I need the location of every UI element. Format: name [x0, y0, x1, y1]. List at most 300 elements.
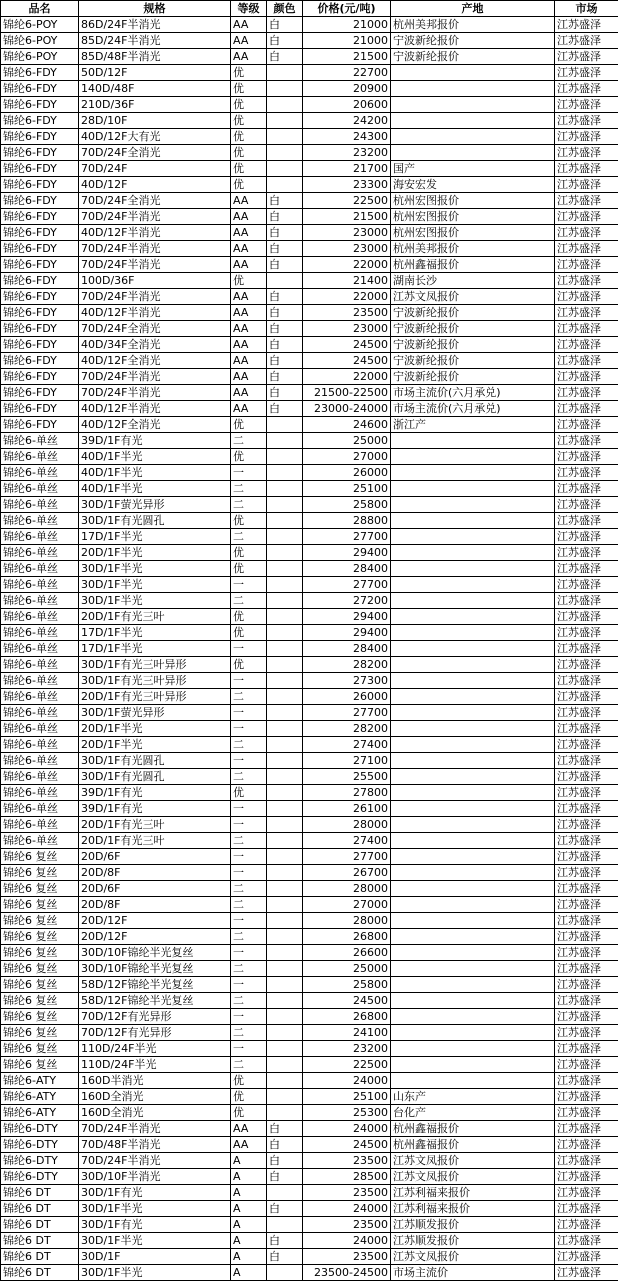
- cell-market: 江苏盛泽: [555, 177, 618, 193]
- table-row: [1, 865, 618, 881]
- table-row: [1, 1249, 618, 1265]
- cell-name: 锦纶6-单丝: [1, 449, 79, 465]
- cell-spec: 17D/1F半光: [79, 625, 231, 641]
- cell-origin: 杭州宏图报价: [391, 193, 555, 209]
- cell-market: 江苏盛泽: [555, 593, 618, 609]
- cell-market: 江苏盛泽: [555, 1169, 618, 1185]
- cell-price: 23000: [303, 321, 391, 337]
- cell-price: 22500: [303, 1057, 391, 1073]
- cell-spec: 30D/1F半光: [79, 1265, 231, 1281]
- cell-name: 锦纶6 复丝: [1, 1009, 79, 1025]
- cell-spec: 20D/1F有光三叶异形: [79, 689, 231, 705]
- cell-grade: 优: [231, 97, 267, 113]
- cell-color: [267, 689, 303, 705]
- table-row: [1, 1041, 618, 1057]
- cell-color: 白: [267, 1153, 303, 1169]
- cell-name: 锦纶6-FDY: [1, 161, 79, 177]
- cell-market: 江苏盛泽: [555, 1009, 618, 1025]
- cell-color: [267, 721, 303, 737]
- cell-name: 锦纶6 DT: [1, 1249, 79, 1265]
- cell-name: 锦纶6-FDY: [1, 353, 79, 369]
- cell-market: 江苏盛泽: [555, 705, 618, 721]
- cell-price: 24600: [303, 417, 391, 433]
- cell-market: 江苏盛泽: [555, 209, 618, 225]
- cell-market: 江苏盛泽: [555, 321, 618, 337]
- table-row: [1, 1265, 618, 1281]
- cell-color: 白: [267, 1249, 303, 1265]
- cell-grade: AA: [231, 209, 267, 225]
- cell-origin: [391, 737, 555, 753]
- cell-color: [267, 785, 303, 801]
- cell-name: 锦纶6 DT: [1, 1201, 79, 1217]
- table-row: [1, 1137, 618, 1153]
- table-row: [1, 225, 618, 241]
- cell-grade: AA: [231, 193, 267, 209]
- cell-market: 江苏盛泽: [555, 721, 618, 737]
- cell-origin: [391, 113, 555, 129]
- cell-price: 20900: [303, 81, 391, 97]
- cell-price: 27300: [303, 673, 391, 689]
- cell-market: 江苏盛泽: [555, 193, 618, 209]
- cell-spec: 30D/10F锦纶半光复丝: [79, 961, 231, 977]
- table-row: [1, 977, 618, 993]
- cell-color: [267, 769, 303, 785]
- cell-name: 锦纶6-FDY: [1, 193, 79, 209]
- cell-price: 23500: [303, 1153, 391, 1169]
- cell-grade: AA: [231, 1121, 267, 1137]
- cell-name: 锦纶6-ATY: [1, 1089, 79, 1105]
- cell-name: 锦纶6-FDY: [1, 177, 79, 193]
- cell-spec: 210D/36F: [79, 97, 231, 113]
- cell-spec: 30D/1F有光三叶异形: [79, 673, 231, 689]
- table-row: [1, 465, 618, 481]
- table-row: [1, 81, 618, 97]
- cell-spec: 20D/12F: [79, 929, 231, 945]
- cell-price: 23500: [303, 305, 391, 321]
- cell-spec: 110D/24F半光: [79, 1041, 231, 1057]
- cell-grade: 一: [231, 465, 267, 481]
- cell-grade: AA: [231, 225, 267, 241]
- table-row: [1, 705, 618, 721]
- cell-spec: 70D/24F半消光: [79, 369, 231, 385]
- cell-origin: [391, 833, 555, 849]
- cell-spec: 40D/12F半消光: [79, 305, 231, 321]
- cell-market: 江苏盛泽: [555, 145, 618, 161]
- table-row: [1, 241, 618, 257]
- cell-spec: 40D/1F半光: [79, 465, 231, 481]
- cell-color: [267, 1265, 303, 1281]
- cell-color: [267, 1217, 303, 1233]
- cell-market: 江苏盛泽: [555, 753, 618, 769]
- cell-origin: 台化产: [391, 1105, 555, 1121]
- cell-origin: 杭州美邦报价: [391, 17, 555, 33]
- cell-market: 江苏盛泽: [555, 913, 618, 929]
- cell-color: [267, 737, 303, 753]
- cell-color: 白: [267, 289, 303, 305]
- cell-market: 江苏盛泽: [555, 961, 618, 977]
- cell-grade: AA: [231, 353, 267, 369]
- cell-origin: 江苏文凤报价: [391, 1153, 555, 1169]
- cell-color: [267, 1105, 303, 1121]
- cell-price: 23500-24500: [303, 1265, 391, 1281]
- cell-grade: AA: [231, 305, 267, 321]
- cell-price: 26600: [303, 945, 391, 961]
- cell-price: 26800: [303, 929, 391, 945]
- table-row: [1, 1073, 618, 1089]
- cell-price: 28800: [303, 513, 391, 529]
- cell-name: 锦纶6-单丝: [1, 753, 79, 769]
- cell-market: 江苏盛泽: [555, 1201, 618, 1217]
- cell-grade: AA: [231, 33, 267, 49]
- header-market: 市场: [555, 1, 618, 17]
- cell-spec: 17D/1F半光: [79, 641, 231, 657]
- cell-grade: A: [231, 1217, 267, 1233]
- table-row: [1, 49, 618, 65]
- table-row: [1, 545, 618, 561]
- cell-color: [267, 657, 303, 673]
- cell-origin: 杭州鑫福报价: [391, 257, 555, 273]
- cell-grade: 优: [231, 561, 267, 577]
- cell-spec: 40D/1F半光: [79, 481, 231, 497]
- cell-price: 25300: [303, 1105, 391, 1121]
- cell-grade: 一: [231, 913, 267, 929]
- table-row: [1, 449, 618, 465]
- cell-spec: 58D/12F锦纶半光复丝: [79, 977, 231, 993]
- cell-origin: [391, 657, 555, 673]
- cell-price: 27400: [303, 833, 391, 849]
- cell-price: 21000: [303, 33, 391, 49]
- cell-market: 江苏盛泽: [555, 881, 618, 897]
- cell-name: 锦纶6-单丝: [1, 625, 79, 641]
- cell-spec: 86D/24F半消光: [79, 17, 231, 33]
- cell-origin: [391, 673, 555, 689]
- cell-color: [267, 113, 303, 129]
- cell-name: 锦纶6 复丝: [1, 1041, 79, 1057]
- header-row: [1, 1, 618, 17]
- cell-color: [267, 65, 303, 81]
- cell-origin: 宁波新纶报价: [391, 353, 555, 369]
- cell-color: 白: [267, 1169, 303, 1185]
- cell-name: 锦纶6-DTY: [1, 1121, 79, 1137]
- cell-market: 江苏盛泽: [555, 113, 618, 129]
- cell-color: 白: [267, 353, 303, 369]
- cell-spec: 40D/12F半消光: [79, 225, 231, 241]
- cell-market: 江苏盛泽: [555, 545, 618, 561]
- cell-grade: 优: [231, 609, 267, 625]
- header-price: 价格(元/吨): [303, 1, 391, 17]
- cell-market: 江苏盛泽: [555, 241, 618, 257]
- cell-grade: 二: [231, 689, 267, 705]
- cell-name: 锦纶6-FDY: [1, 81, 79, 97]
- cell-name: 锦纶6-单丝: [1, 833, 79, 849]
- cell-grade: 优: [231, 1105, 267, 1121]
- cell-color: [267, 961, 303, 977]
- cell-color: 白: [267, 385, 303, 401]
- cell-spec: 30D/1F有光三叶异形: [79, 657, 231, 673]
- cell-color: [267, 929, 303, 945]
- cell-origin: [391, 449, 555, 465]
- cell-origin: 杭州鑫福报价: [391, 1137, 555, 1153]
- cell-name: 锦纶6-单丝: [1, 737, 79, 753]
- cell-name: 锦纶6 DT: [1, 1233, 79, 1249]
- cell-origin: [391, 817, 555, 833]
- cell-market: 江苏盛泽: [555, 609, 618, 625]
- table-row: [1, 897, 618, 913]
- cell-origin: [391, 97, 555, 113]
- cell-grade: 优: [231, 545, 267, 561]
- cell-grade: A: [231, 1201, 267, 1217]
- cell-spec: 110D/24F半光: [79, 1057, 231, 1073]
- cell-price: 24200: [303, 113, 391, 129]
- cell-origin: 杭州宏图报价: [391, 225, 555, 241]
- cell-origin: [391, 993, 555, 1009]
- cell-market: 江苏盛泽: [555, 497, 618, 513]
- cell-market: 江苏盛泽: [555, 337, 618, 353]
- cell-name: 锦纶6-单丝: [1, 529, 79, 545]
- header-name: 品名: [1, 1, 79, 17]
- cell-color: 白: [267, 337, 303, 353]
- table-row: [1, 513, 618, 529]
- cell-color: [267, 801, 303, 817]
- cell-spec: 30D/10F半消光: [79, 1169, 231, 1185]
- table-row: [1, 33, 618, 49]
- cell-spec: 20D/6F: [79, 849, 231, 865]
- cell-origin: [391, 769, 555, 785]
- cell-grade: AA: [231, 1137, 267, 1153]
- cell-spec: 70D/24F全消光: [79, 321, 231, 337]
- cell-grade: 二: [231, 1057, 267, 1073]
- cell-price: 24300: [303, 129, 391, 145]
- cell-grade: A: [231, 1169, 267, 1185]
- table-row: [1, 193, 618, 209]
- cell-grade: AA: [231, 321, 267, 337]
- cell-origin: 江苏文凤报价: [391, 289, 555, 305]
- table-row: [1, 961, 618, 977]
- cell-name: 锦纶6-FDY: [1, 417, 79, 433]
- cell-price: 21500-22500: [303, 385, 391, 401]
- cell-grade: 优: [231, 417, 267, 433]
- cell-grade: A: [231, 1265, 267, 1281]
- cell-name: 锦纶6-FDY: [1, 209, 79, 225]
- cell-origin: [391, 913, 555, 929]
- cell-origin: [391, 1041, 555, 1057]
- cell-grade: 二: [231, 833, 267, 849]
- cell-grade: AA: [231, 17, 267, 33]
- cell-name: 锦纶6-FDY: [1, 225, 79, 241]
- cell-name: 锦纶6 复丝: [1, 961, 79, 977]
- cell-spec: 40D/12F: [79, 177, 231, 193]
- cell-color: [267, 817, 303, 833]
- cell-name: 锦纶6-单丝: [1, 801, 79, 817]
- cell-price: 27000: [303, 897, 391, 913]
- cell-color: [267, 1009, 303, 1025]
- cell-origin: [391, 1025, 555, 1041]
- cell-market: 江苏盛泽: [555, 1089, 618, 1105]
- cell-grade: 二: [231, 993, 267, 1009]
- cell-spec: 70D/24F半消光: [79, 257, 231, 273]
- cell-spec: 30D/1F有光圆孔: [79, 513, 231, 529]
- cell-name: 锦纶6-POY: [1, 33, 79, 49]
- cell-grade: 一: [231, 753, 267, 769]
- table-row: [1, 97, 618, 113]
- cell-color: 白: [267, 369, 303, 385]
- cell-market: 江苏盛泽: [555, 865, 618, 881]
- cell-origin: [391, 433, 555, 449]
- table-row: [1, 481, 618, 497]
- table-row: [1, 161, 618, 177]
- cell-grade: 优: [231, 513, 267, 529]
- cell-price: 28000: [303, 817, 391, 833]
- cell-color: 白: [267, 49, 303, 65]
- cell-price: 21000: [303, 17, 391, 33]
- cell-price: 25000: [303, 961, 391, 977]
- cell-color: [267, 1057, 303, 1073]
- cell-origin: 江苏顺发报价: [391, 1233, 555, 1249]
- cell-origin: 宁波新纶报价: [391, 337, 555, 353]
- cell-price: 25100: [303, 481, 391, 497]
- table-row: [1, 609, 618, 625]
- cell-name: 锦纶6 DT: [1, 1265, 79, 1281]
- cell-origin: [391, 593, 555, 609]
- cell-price: 28400: [303, 641, 391, 657]
- cell-name: 锦纶6-FDY: [1, 113, 79, 129]
- cell-spec: 20D/1F有光三叶: [79, 817, 231, 833]
- cell-color: [267, 849, 303, 865]
- cell-price: 21500: [303, 209, 391, 225]
- cell-color: [267, 577, 303, 593]
- cell-spec: 39D/1F有光: [79, 785, 231, 801]
- cell-spec: 17D/1F半光: [79, 529, 231, 545]
- cell-spec: 30D/1F半光: [79, 1201, 231, 1217]
- cell-origin: [391, 785, 555, 801]
- cell-spec: 20D/1F半光: [79, 545, 231, 561]
- cell-market: 江苏盛泽: [555, 561, 618, 577]
- cell-color: 白: [267, 305, 303, 321]
- cell-market: 江苏盛泽: [555, 97, 618, 113]
- cell-price: 27700: [303, 529, 391, 545]
- cell-price: 24000: [303, 1073, 391, 1089]
- table-row: [1, 1105, 618, 1121]
- table-row: [1, 753, 618, 769]
- cell-name: 锦纶6 复丝: [1, 929, 79, 945]
- cell-grade: AA: [231, 401, 267, 417]
- cell-market: 江苏盛泽: [555, 1185, 618, 1201]
- cell-name: 锦纶6-单丝: [1, 577, 79, 593]
- cell-grade: 一: [231, 577, 267, 593]
- cell-spec: 85D/24F半消光: [79, 33, 231, 49]
- cell-origin: [391, 497, 555, 513]
- cell-spec: 30D/1F半光: [79, 561, 231, 577]
- cell-color: [267, 1073, 303, 1089]
- cell-price: 25800: [303, 497, 391, 513]
- cell-name: 锦纶6-单丝: [1, 465, 79, 481]
- cell-origin: 江苏文凤报价: [391, 1249, 555, 1265]
- cell-spec: 30D/1F半光: [79, 577, 231, 593]
- cell-origin: [391, 513, 555, 529]
- cell-name: 锦纶6-POY: [1, 49, 79, 65]
- cell-price: 28000: [303, 913, 391, 929]
- cell-price: 27700: [303, 849, 391, 865]
- cell-origin: [391, 977, 555, 993]
- cell-grade: 一: [231, 705, 267, 721]
- cell-grade: 优: [231, 65, 267, 81]
- cell-spec: 70D/24F半消光: [79, 209, 231, 225]
- cell-market: 江苏盛泽: [555, 801, 618, 817]
- cell-spec: 20D/1F有光三叶: [79, 609, 231, 625]
- cell-origin: [391, 609, 555, 625]
- cell-market: 江苏盛泽: [555, 1025, 618, 1041]
- cell-spec: 40D/12F全消光: [79, 353, 231, 369]
- cell-name: 锦纶6-单丝: [1, 769, 79, 785]
- cell-market: 江苏盛泽: [555, 273, 618, 289]
- cell-name: 锦纶6-单丝: [1, 641, 79, 657]
- cell-grade: 二: [231, 529, 267, 545]
- cell-market: 江苏盛泽: [555, 1041, 618, 1057]
- table-row: [1, 401, 618, 417]
- cell-market: 江苏盛泽: [555, 817, 618, 833]
- cell-price: 21400: [303, 273, 391, 289]
- cell-color: 白: [267, 1233, 303, 1249]
- cell-price: 22000: [303, 369, 391, 385]
- cell-price: 26100: [303, 801, 391, 817]
- cell-grade: AA: [231, 337, 267, 353]
- cell-spec: 20D/1F半光: [79, 721, 231, 737]
- table-row: [1, 785, 618, 801]
- cell-color: [267, 481, 303, 497]
- cell-grade: 一: [231, 849, 267, 865]
- cell-grade: 一: [231, 641, 267, 657]
- table-row: [1, 1185, 618, 1201]
- cell-color: [267, 753, 303, 769]
- cell-color: [267, 513, 303, 529]
- cell-price: 21700: [303, 161, 391, 177]
- table-row: [1, 1217, 618, 1233]
- cell-grade: 二: [231, 897, 267, 913]
- table-row: [1, 257, 618, 273]
- cell-market: 江苏盛泽: [555, 993, 618, 1009]
- cell-price: 29400: [303, 625, 391, 641]
- cell-grade: 二: [231, 481, 267, 497]
- cell-color: [267, 561, 303, 577]
- table-row: [1, 353, 618, 369]
- cell-price: 27100: [303, 753, 391, 769]
- cell-spec: 40D/1F半光: [79, 449, 231, 465]
- cell-name: 锦纶6-DTY: [1, 1137, 79, 1153]
- cell-origin: [391, 897, 555, 913]
- cell-price: 20600: [303, 97, 391, 113]
- cell-grade: 优: [231, 1073, 267, 1089]
- cell-origin: 宁波新纶报价: [391, 321, 555, 337]
- cell-name: 锦纶6-单丝: [1, 721, 79, 737]
- cell-spec: 40D/12F全消光: [79, 417, 231, 433]
- cell-grade: AA: [231, 385, 267, 401]
- cell-spec: 85D/48F半消光: [79, 49, 231, 65]
- cell-color: 白: [267, 1201, 303, 1217]
- cell-price: 27700: [303, 577, 391, 593]
- cell-grade: 优: [231, 449, 267, 465]
- cell-market: 江苏盛泽: [555, 625, 618, 641]
- cell-price: 23300: [303, 177, 391, 193]
- cell-color: [267, 545, 303, 561]
- cell-spec: 50D/12F: [79, 65, 231, 81]
- cell-grade: 二: [231, 433, 267, 449]
- cell-price: 28400: [303, 561, 391, 577]
- cell-name: 锦纶6-FDY: [1, 129, 79, 145]
- cell-spec: 20D/1F半光: [79, 737, 231, 753]
- cell-name: 锦纶6-FDY: [1, 401, 79, 417]
- cell-market: 江苏盛泽: [555, 1121, 618, 1137]
- cell-color: [267, 897, 303, 913]
